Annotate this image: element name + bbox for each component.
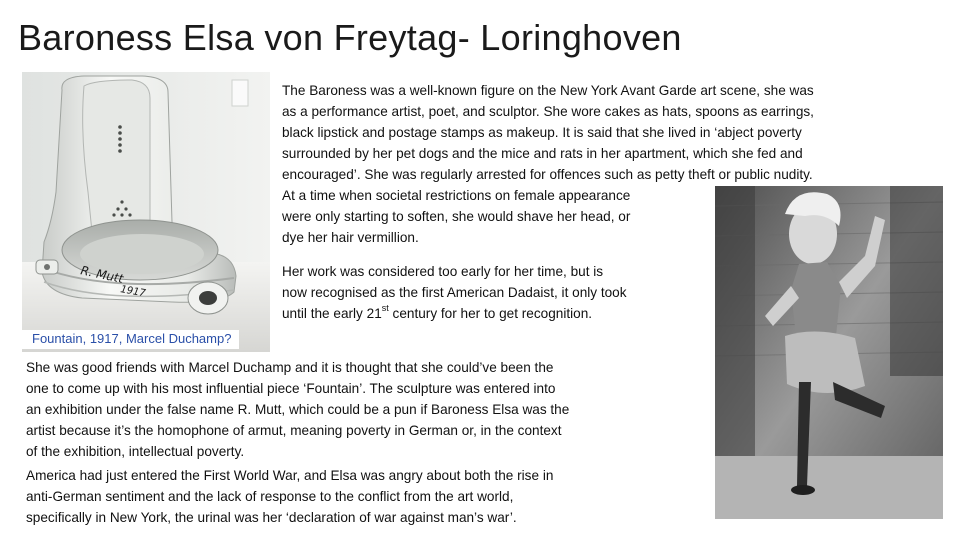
fountain-photo bbox=[22, 72, 270, 352]
text-line: artist because it’s the homophone of armut, meaning poverty in German or, in the context bbox=[26, 423, 562, 438]
fountain-urinal-image bbox=[22, 72, 270, 352]
text-line: dye her hair vermillion. bbox=[282, 230, 419, 245]
text-segment: until the early 21 bbox=[282, 306, 382, 321]
text-line: She was good friends with Marcel Duchamp and it is thought that she could’ve been the bbox=[26, 360, 554, 375]
text-line: anti-German sentiment and the lack of response to the conflict from the art world, bbox=[26, 489, 514, 504]
text-line: At a time when societal restrictions on female appearance bbox=[282, 188, 631, 203]
paragraph-baroness-bio bbox=[282, 80, 954, 248]
paragraph-duchamp bbox=[26, 357, 706, 462]
slide-title: Baroness Elsa von Freytag- Loringhoven bbox=[18, 17, 682, 58]
text-line: now recognised as the first American Dadaist, it only took bbox=[282, 285, 627, 300]
text-line: black lipstick and postage stamps as makeup. It is said that she lived in ‘abject poverty bbox=[282, 125, 802, 140]
ordinal-suffix: st bbox=[381, 303, 389, 314]
text-segment: century for her to get recognition. bbox=[388, 306, 593, 321]
text-line: encouraged’. She was regularly arrested for offences such as petty theft or public nudity. bbox=[282, 167, 813, 182]
text-line: an exhibition under the false name R. Mutt, which could be a pun if Baroness Elsa was the bbox=[26, 402, 570, 417]
text-line: of the exhibition, intellectual poverty. bbox=[26, 444, 245, 459]
text-line: The Baroness was a well-known figure on the New York Avant Garde art scene, she was bbox=[282, 83, 814, 98]
text-line: as a performance artist, poet, and sculptor. She wore cakes as hats, spoons as earrings, bbox=[282, 104, 814, 119]
paragraph-recognition bbox=[282, 261, 712, 324]
text-line: one to come up with his most influential piece ‘Fountain’. The sculpture was entered into bbox=[26, 381, 556, 396]
text-line: were only starting to soften, she would shave her head, or bbox=[282, 209, 631, 224]
svg-text:1917: 1917 bbox=[119, 284, 147, 300]
text-line: Her work was considered too early for her time, but is bbox=[282, 264, 604, 279]
svg-text:R. Mutt: R. Mutt bbox=[79, 263, 125, 286]
text-line: surrounded by her pet dogs and the mice and rats in her apartment, which she fed and bbox=[282, 146, 803, 161]
paragraph-war bbox=[26, 465, 706, 528]
text-line: America had just entered the First World War, and Elsa was angry about both the rise in bbox=[26, 468, 554, 483]
text-line: specifically in New York, the urinal was her ‘declaration of war against man’s war’. bbox=[26, 510, 517, 525]
text-line bbox=[282, 303, 712, 324]
fountain-caption: Fountain, 1917, Marcel Duchamp? bbox=[22, 330, 239, 349]
